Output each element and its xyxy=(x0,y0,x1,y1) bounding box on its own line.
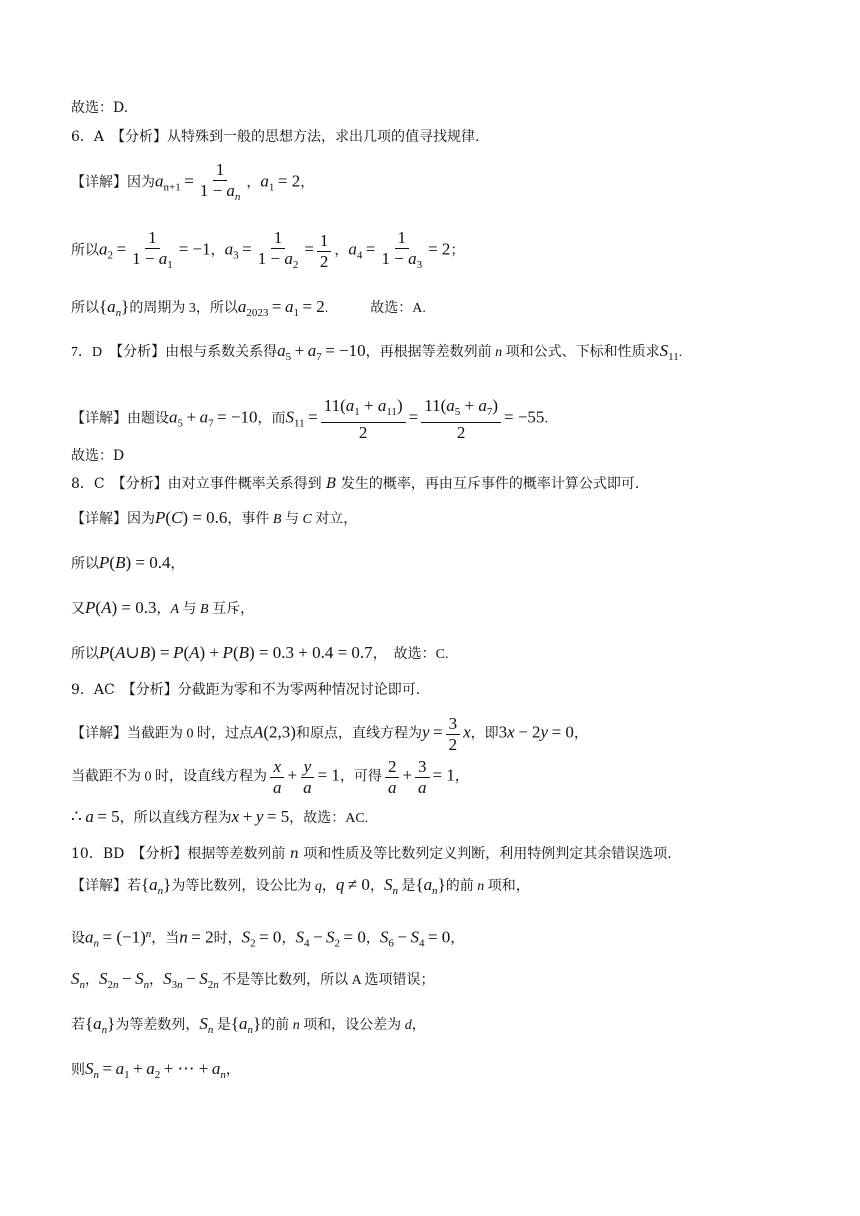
fraction: $\frac{x}{a}$ xyxy=(270,757,285,798)
formula-line: 若$\{a_n\}$为等差数列，$S_n$ 是$\{a_n\}$的前 n 项和，设公差为 d， xyxy=(71,1014,426,1036)
formula-line: 则$S_n = a_1 + a_2$ + ⋯ + $a_n$， xyxy=(71,1059,240,1081)
fraction: $\frac{11(a_5 + a_7)}{2}$ xyxy=(421,396,501,443)
formula-line: $S_n$，$S_{2n} - S_n$，$S_{3n} - S_{2n}$ 不是等比数列，所以 A 选项错误； xyxy=(71,969,435,991)
fraction: $\frac{y}{a}$ xyxy=(300,757,315,798)
fraction: $\frac{1}{1 - a_1}$ xyxy=(132,228,173,271)
formula-line: 所以P(A∪B) = P(A) + P(B) = 0.3 + 0.4 = 0.7， 故选：C. xyxy=(71,643,449,662)
formula-line: 【详解】当截距为 0 时，过点A(2,3)和原点，直线方程为y = $\frac{3}{2}$ x，即3x − 2y = 0， xyxy=(71,714,588,754)
formula-line: 所以$a_2$ = $\frac{1}{1 - a_1}$ = −1，$a_3$ = $\frac{1}{1 - a_2}$ = $\frac{1}{2}$ ，$a_4$ = $\frac{1}{1 - a_3}$ = 2； xyxy=(71,228,464,275)
formula-line: 【详解】因为P(C) = 0.6，事件 B 与 C 对立， xyxy=(71,508,358,527)
formula-line: 所以P(B) = 0.4， xyxy=(71,553,185,572)
fraction: $\frac{1}{1 - a_3}$ xyxy=(381,228,423,271)
formula-line: 当截距不为 0 时，设直线方程为 $\frac{x}{a}$ + $\frac{y}{a}$ = 1，可得 $\frac{2}{a}$ + $\frac{3}{a}$ = 1， xyxy=(71,757,469,797)
formula-line: 7．D 【分析】由根与系数关系得$a_5 + a_7 = -10$，再根据等差数列前 n 项和公式、下标和性质求$S_{11}$. xyxy=(71,341,683,363)
fraction: $\frac{1}{1 - a_n}$ xyxy=(199,160,241,203)
formula-line: ∴ a = 5，所以直线方程为x + y = 5，故选：AC. xyxy=(71,807,369,826)
text-line: 6．A 【分析】从特殊到一般的思想方法，求出几项的值寻找规律. xyxy=(71,129,480,145)
formula-line: 【详解】由题设$a_5 + a_7 = -10$，而$S_{11}$ = $\frac{11(a_1 + a_{11})}{2}$ = $\frac{11(a_5 + a_7)}{2}$ = −55. xyxy=(71,396,548,442)
fraction: $\frac{3}{a}$ xyxy=(415,757,430,798)
fraction: $\frac{3}{2}$ xyxy=(446,714,461,755)
formula-line: 【详解】因为$a_{n+1}$ = $\frac{1}{1 - a_n}$ ，$a_1 = 2$， xyxy=(71,160,314,207)
formula-line: 又P(A) = 0.3，A 与 B 互斥， xyxy=(71,598,255,617)
formula-line: 所以$\{a_n\}$的周期为 3，所以$a_{2023} = a_1 = 2$. 故选：A. xyxy=(71,297,426,319)
fraction: $\frac{1}{2}$ xyxy=(317,231,332,272)
text-line: 9．AC 【分析】分截距为零和不为零两种情况讨论即可. xyxy=(71,682,421,698)
formula-line: 设$a_n = (-1)^n$，当n = 2时，$S_2 = 0$，$S_4 - S_2 = 0$，$S_6 - S_4 = 0$， xyxy=(71,927,465,950)
text-line: 8．C 【分析】由对立事件概率关系得到 B 发生的概率，再由互斥事件的概率计算公式即可. xyxy=(71,476,640,492)
text-line: 故选：D xyxy=(71,448,125,464)
text-line: 10．BD 【分析】根据等差数列前 n 项和性质及等比数列定义判断，利用特例判定其余错误选项. xyxy=(71,846,672,862)
fraction: $\frac{1}{1 - a_2}$ xyxy=(257,228,299,271)
text-line: 故选：D. xyxy=(71,100,129,116)
formula-line: 【详解】若$\{a_n\}$为等比数列，设公比为 q，q ≠ 0，$S_n$ 是$\{a_n\}$的前 n 项和， xyxy=(71,875,530,897)
fraction: $\frac{11(a_1 + a_{11})}{2}$ xyxy=(321,396,406,443)
fraction: $\frac{2}{a}$ xyxy=(385,757,400,798)
